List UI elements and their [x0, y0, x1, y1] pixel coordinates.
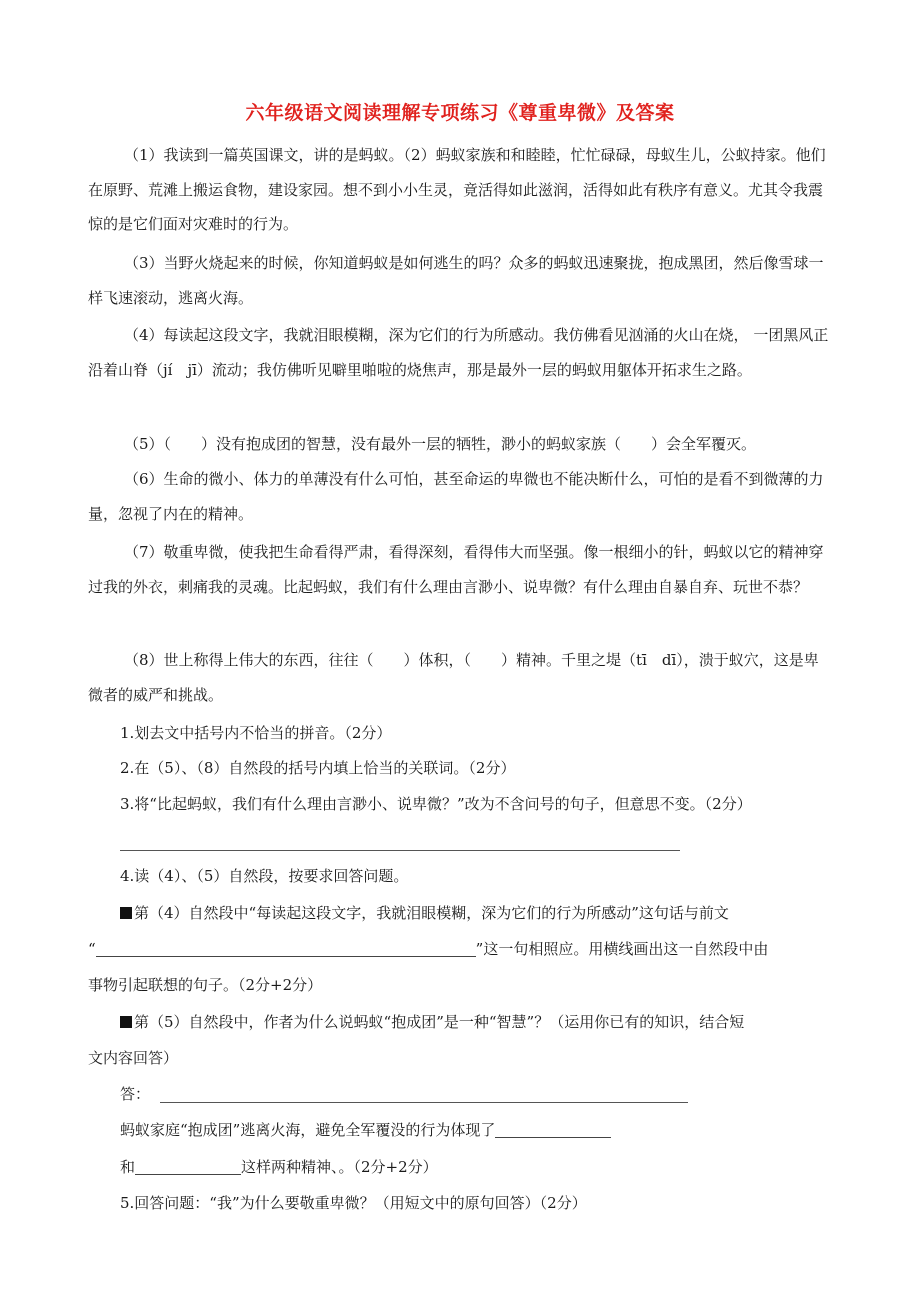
answer-line-q4b[interactable]	[160, 1102, 688, 1103]
question-4c-text: 蚂蚁家庭“抱成团”逃离火海，避免全军覆没的行为体现了	[120, 1121, 496, 1139]
paragraph-4: （4）每读起这段文字，我就泪眼模糊，深为它们的行为所感动。我仿佛看见汹涌的火山在烧， 一团黑风正沿着山脊（jí jī）流动；我仿佛听见噼里啪啦的烧焦声，那是最外一层的蚂蚁用躯体开拓求生之路。	[88, 326, 829, 379]
question-4b-line2: 文内容回答）	[88, 1049, 179, 1067]
square-bullet-icon	[120, 907, 132, 919]
question-3: 3.将“比起蚂蚁，我们有什么理由言渺小、说卑微？”改为不含问号的句子，但意思不变。（2分）	[120, 795, 752, 813]
paragraph-7: （7）敬重卑微，使我把生命看得严肃，看得深刻，看得伟大而坚强。像一根细小的针，蚂蚁以它的精神穿过我的外衣，刺痛我的灵魂。比起蚂蚁，我们有什么理由言渺小、说卑微？有什么理由自暴自弃、玩世不恭？	[88, 543, 824, 596]
answer-label: 答：	[120, 1085, 151, 1103]
question-4a-text: 第（4）自然段中“每读起这段文字，我就泪眼模糊，深为它们的行为所感动”这句话与前文	[134, 904, 729, 922]
square-bullet-icon	[120, 1016, 132, 1028]
blank-q4c-2[interactable]	[135, 1158, 241, 1175]
document-title: 六年级语文阅读理解专项练习《尊重卑微》及答案	[245, 102, 675, 124]
paragraph-3: （3）当野火烧起来的时候，你知道蚂蚁是如何逃生的吗？众多的蚂蚁迅速聚拢，抱成黑团，然后像雪球一样飞速滚动，逃离火海。	[88, 254, 824, 307]
paragraph-6: （6）生命的微小、体力的单薄没有什么可怕，甚至命运的卑微也不能决断什么，可怕的是看不到微薄的力量，忽视了内在的精神。	[88, 470, 824, 523]
paragraph-1-2: （1）我读到一篇英国课文，讲的是蚂蚁。（2）蚂蚁家族和和睦睦，忙忙碌碌，母蚁生儿，公蚁持家。他们在原野、荒滩上搬运食物，建设家园。想不到小小生灵，竟活得如此滋润，活得如此有秩序有意义。尤其令我震惊的是它们面对灾难时的行为。	[88, 146, 826, 234]
question-4b-line1	[120, 1005, 744, 1040]
question-4c-and: 和	[120, 1158, 136, 1176]
question-5: 5.回答问题：“我”为什么要敬重卑微？（用短文中的原句回答）（2分）	[120, 1194, 587, 1212]
question-2: 2.在（5）、（8）自然段的括号内填上恰当的关联词。（2分）	[120, 759, 516, 777]
question-4b-text: 第（5）自然段中，作者为什么说蚂蚁“抱成团”是一种“智慧”？（运用你已有的知识，结合短	[134, 1013, 745, 1031]
question-4c-text2: 这样两种精神、。（2分+2分）	[241, 1158, 438, 1176]
question-4a-line3: 事物引起联想的句子。（2分+2分）	[88, 976, 323, 994]
blank-q4a[interactable]	[96, 940, 476, 957]
question-4: 4.读（4）、（5）自然段，按要求回答问题。	[120, 867, 409, 885]
answer-line-q3[interactable]	[120, 850, 680, 851]
question-1: 1.划去文中括号内不恰当的拼音。（2分）	[120, 724, 392, 742]
question-4a-text2: ”这一句相照应。用横线画出这一自然段中由	[475, 940, 769, 958]
question-4a-line2	[88, 932, 768, 967]
quote-open: “	[88, 940, 96, 958]
question-4a-line1	[120, 896, 729, 931]
paragraph-8: （8）世上称得上伟大的东西，往往（ ）体积，（ ）精神。千里之堤（tī dī），溃于蚁穴，这是卑微者的威严和挑战。	[88, 651, 819, 704]
blank-q4c-1[interactable]	[495, 1121, 611, 1138]
question-4c-line1	[120, 1113, 611, 1148]
question-4c-line2	[120, 1150, 438, 1185]
paragraph-5: （5）（ ）没有抱成团的智慧，没有最外一层的牺牲，渺小的蚂蚁家族（ ）会全军覆灭。	[124, 435, 757, 453]
